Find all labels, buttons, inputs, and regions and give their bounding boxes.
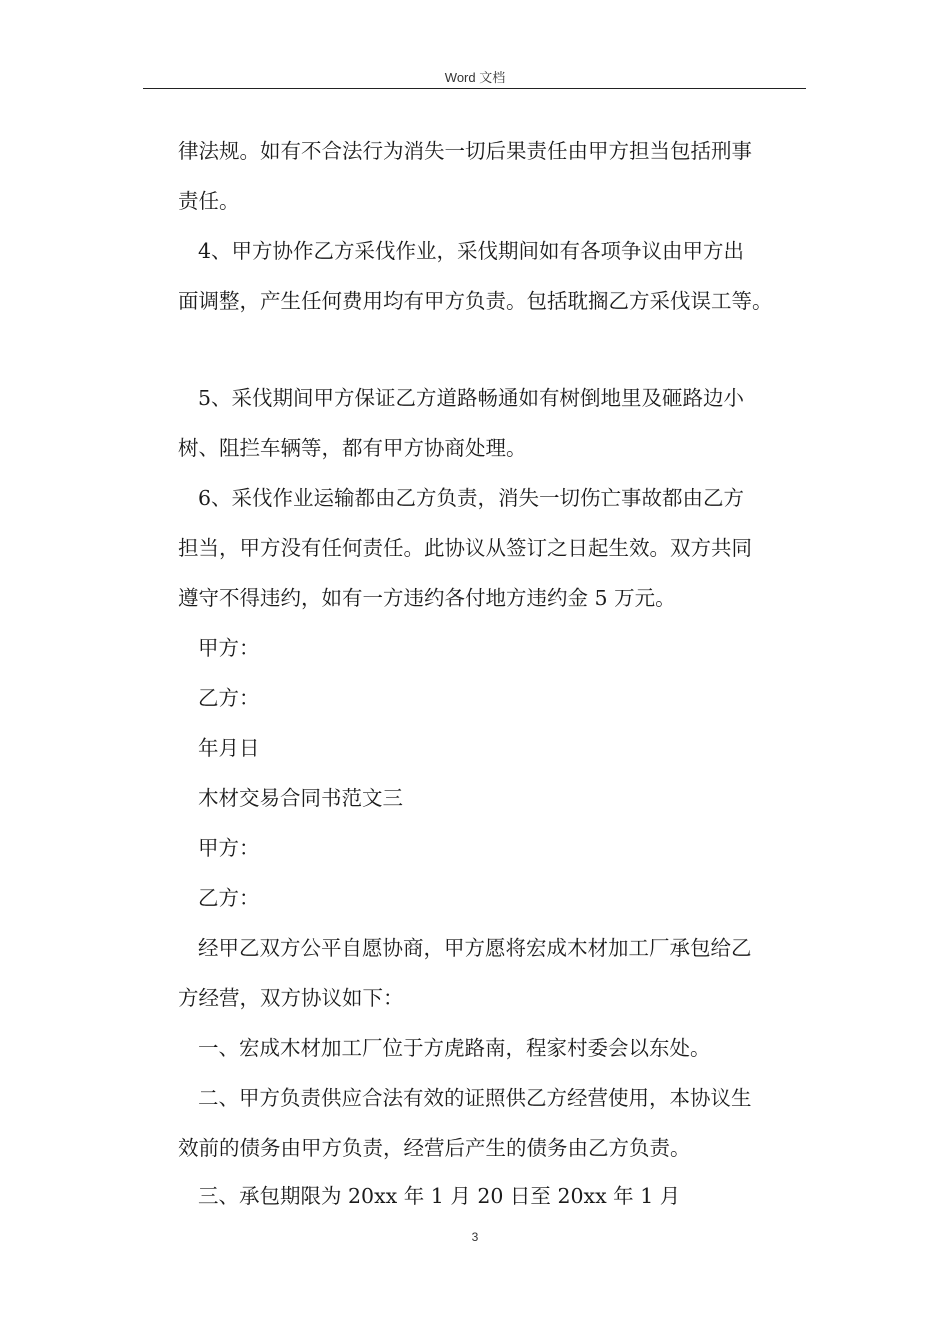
body-line: 担当，甲方没有任何责任。此协议从签订之日起生效。双方共同 xyxy=(178,536,752,560)
body-line: 一、宏成木材加工厂位于方虎路南，程家村委会以东处。 xyxy=(198,1036,711,1060)
body-line: 律法规。如有不合法行为消失一切后果责任由甲方担当包括刑事 xyxy=(178,139,752,163)
body-line: 4、甲方协作乙方采伐作业，采伐期间如有各项争议由甲方出 xyxy=(198,239,745,263)
page-header-title: Word 文档 xyxy=(444,70,506,85)
body-line: 树、阻拦车辆等，都有甲方协商处理。 xyxy=(178,436,527,460)
body-line: 甲方： xyxy=(198,636,260,660)
body-line: 5、采伐期间甲方保证乙方道路畅通如有树倒地里及砸路边小 xyxy=(198,386,745,410)
page-number: 3 xyxy=(471,1230,479,1244)
body-line: 遵守不得违约，如有一方违约各付地方违约金 5 万元。 xyxy=(178,586,676,610)
body-line: 三、承包期限为 20xx 年 1 月 20 日至 20xx 年 1 月 xyxy=(198,1184,681,1208)
body-line: 甲方： xyxy=(198,836,260,860)
body-line: 乙方： xyxy=(198,886,260,910)
body-line: 效前的债务由甲方负责，经营后产生的债务由乙方负责。 xyxy=(178,1136,691,1160)
body-line: 年月日 xyxy=(198,736,260,760)
body-line: 面调整，产生任何费用均有甲方负责。包括耽搁乙方采伐误工等。 xyxy=(178,289,773,313)
section-heading: 木材交易合同书范文三 xyxy=(198,786,403,810)
body-line: 二、甲方负责供应合法有效的证照供乙方经营使用，本协议生 xyxy=(198,1086,752,1110)
header-rule xyxy=(143,88,806,89)
body-line: 经甲乙双方公平自愿协商，甲方愿将宏成木材加工厂承包给乙 xyxy=(198,936,752,960)
body-line: 乙方： xyxy=(198,686,260,710)
body-line: 方经营，双方协议如下： xyxy=(178,986,404,1010)
body-line: 6、采伐作业运输都由乙方负责，消失一切伤亡事故都由乙方 xyxy=(198,486,745,510)
body-line: 责任。 xyxy=(178,189,240,213)
